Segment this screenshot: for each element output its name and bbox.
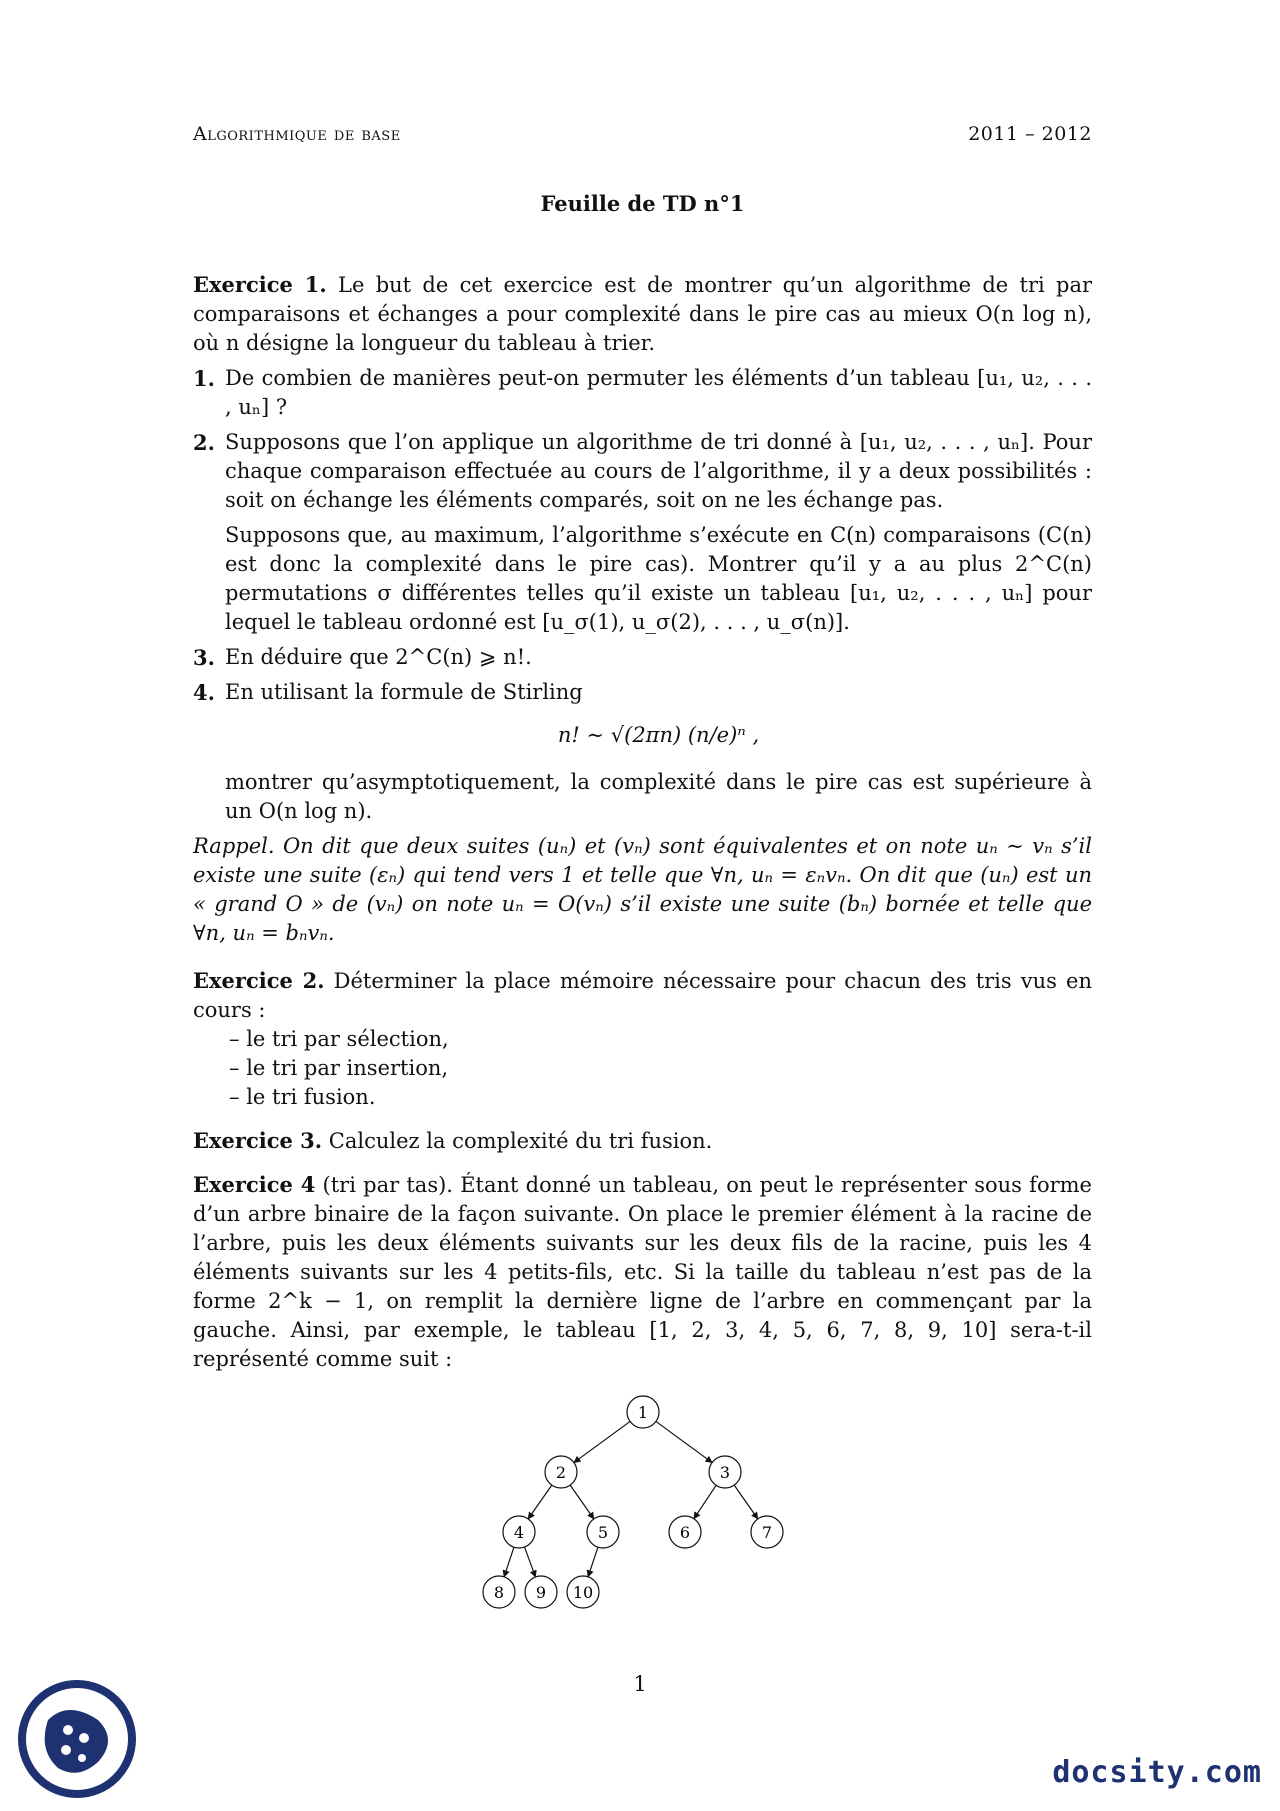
- tree-edge: [524, 1547, 535, 1577]
- page-header: [193, 120, 1092, 149]
- question-4: [193, 678, 1092, 826]
- question-text: De combien de manières peut-on permuter les éléments d’un tableau [u₁, u₂, . . . , uₙ] ?: [225, 366, 1092, 419]
- tree-edge: [573, 1421, 629, 1462]
- tree-node-label: 2: [555, 1463, 566, 1482]
- tree-node-label: 4: [513, 1523, 524, 1542]
- question-number: 4.: [193, 680, 215, 705]
- reminder-note: Rappel. On dit que deux suites (uₙ) et (vₙ) sont équivalentes et on note uₙ ∼ vₙ s’il existe une suite (εₙ) qui tend vers 1 et telle que ∀n, uₙ = εₙvₙ. On dit que (uₙ) est un « grand O » de (vₙ) on note uₙ = O(vₙ) s’il existe une suite (bₙ) bornée et telle que ∀n, uₙ = bₙvₙ.: [193, 834, 1092, 945]
- exercise-label: Exercice 2.: [193, 968, 325, 993]
- exercise-1: [193, 270, 1092, 358]
- exercise-label: Exercice 1.: [193, 272, 327, 297]
- stirling-formula: n! ∼ √(2πn) (n/e)ⁿ ,: [557, 723, 760, 747]
- docsity-logo-icon: [18, 1680, 136, 1798]
- tree-edge: [570, 1485, 594, 1519]
- exercise-text: Étant donné un tableau, on peut le représenter sous forme d’un arbre binaire de la façon suivante. On place le premier élément à la racine de l’arbre, puis les deux éléments suivants sur les deux fils de la racine, puis les 4 éléments suivants sur les 4 petits-fils, etc. Si la taille du tableau n’est pas de la forme 2^k − 1, on remplit la dernière ligne de l’arbre en commençant par la gauche. Ainsi, par exemple, le tableau [1, 2, 3, 4, 5, 6, 7, 8, 9, 10] sera-t-il représenté comme suit :: [193, 1173, 1092, 1371]
- exercise-label: Exercice 3.: [193, 1128, 323, 1153]
- list-item: – le tri par sélection,: [229, 1025, 1092, 1054]
- question-2: [193, 428, 1092, 637]
- tree-edge: [528, 1485, 552, 1519]
- tree-node-label: 5: [597, 1523, 608, 1542]
- list-item: – le tri par insertion,: [229, 1054, 1092, 1083]
- binary-tree-diagram: [473, 1392, 813, 1632]
- brand-watermark: docsity.com: [1052, 1755, 1262, 1790]
- page-number: 1: [633, 1672, 647, 1696]
- exercise-text: Déterminer la place mémoire nécessaire pour chacun des tris vus en cours :: [193, 969, 1092, 1022]
- tree-node-label: 3: [719, 1463, 730, 1482]
- tree-node-label: 7: [761, 1523, 772, 1542]
- tree-node-label: 10: [572, 1583, 593, 1602]
- exercise-text: Calculez la complexité du tri fusion.: [328, 1129, 713, 1153]
- question-number: 2.: [193, 430, 215, 455]
- exercise-intro: Le but de cet exercice est de montrer qu’un algorithme de tri par comparaisons et échanges a pour complexité dans le pire cas au mieux O(n log n), où n désigne la longueur du tableau à trier.: [193, 273, 1092, 355]
- exercise-subtitle: (tri par tas).: [322, 1173, 453, 1197]
- question-paragraph: Supposons que l’on applique un algorithme de tri donné à [u₁, u₂, . . . , uₙ]. Pour chaque comparaison effectuée au cours de l’algorithme, il y a deux possibilités : soit on échange les éléments comparés, soit on ne les échange pas.: [225, 430, 1092, 512]
- document-page: [193, 120, 1092, 1632]
- exercise-4: [193, 1170, 1092, 1374]
- tree-edge: [504, 1547, 514, 1577]
- tree-node-label: 9: [535, 1583, 546, 1602]
- list-item: – le tri fusion.: [229, 1083, 1092, 1112]
- question-paragraph: montrer qu’asymptotiquement, la complexité dans le pire cas est supérieure à un O(n log n).: [225, 770, 1092, 823]
- sort-list: [193, 1025, 1092, 1112]
- question-paragraph: En utilisant la formule de Stirling: [225, 680, 583, 704]
- tree-node-label: 6: [679, 1523, 690, 1542]
- exercise-label: Exercice 4: [193, 1172, 316, 1197]
- sheet-title: Feuille de TD n°1: [540, 191, 745, 216]
- question-3: [193, 643, 1092, 672]
- exercise-2: [193, 966, 1092, 1112]
- year-range: 2011 – 2012: [968, 123, 1092, 145]
- question-text: En déduire que 2^C(n) ⩾ n!.: [225, 645, 532, 669]
- tree-node-label: 8: [493, 1583, 504, 1602]
- tree-edge: [693, 1485, 715, 1518]
- question-1: [193, 364, 1092, 422]
- course-title: Algorithmique de base: [193, 123, 401, 145]
- question-number: 1.: [193, 366, 215, 391]
- question-paragraph: Supposons que, au maximum, l’algorithme s’exécute en C(n) comparaisons (C(n) est donc la complexité dans le pire cas). Montrer qu’il y a au plus 2^C(n) permutations σ différentes telles qu’il existe un tableau [u₁, u₂, . . . , uₙ] pour lequel le tableau ordonné est [u_σ(1), u_σ(2), . . . , u_σ(n)].: [225, 523, 1092, 634]
- tree-node-label: 1: [637, 1403, 648, 1422]
- question-number: 3.: [193, 645, 215, 670]
- tree-edge: [734, 1485, 758, 1519]
- tree-edge: [588, 1547, 598, 1577]
- exercise-3: [193, 1126, 1092, 1156]
- tree-edge: [655, 1421, 711, 1462]
